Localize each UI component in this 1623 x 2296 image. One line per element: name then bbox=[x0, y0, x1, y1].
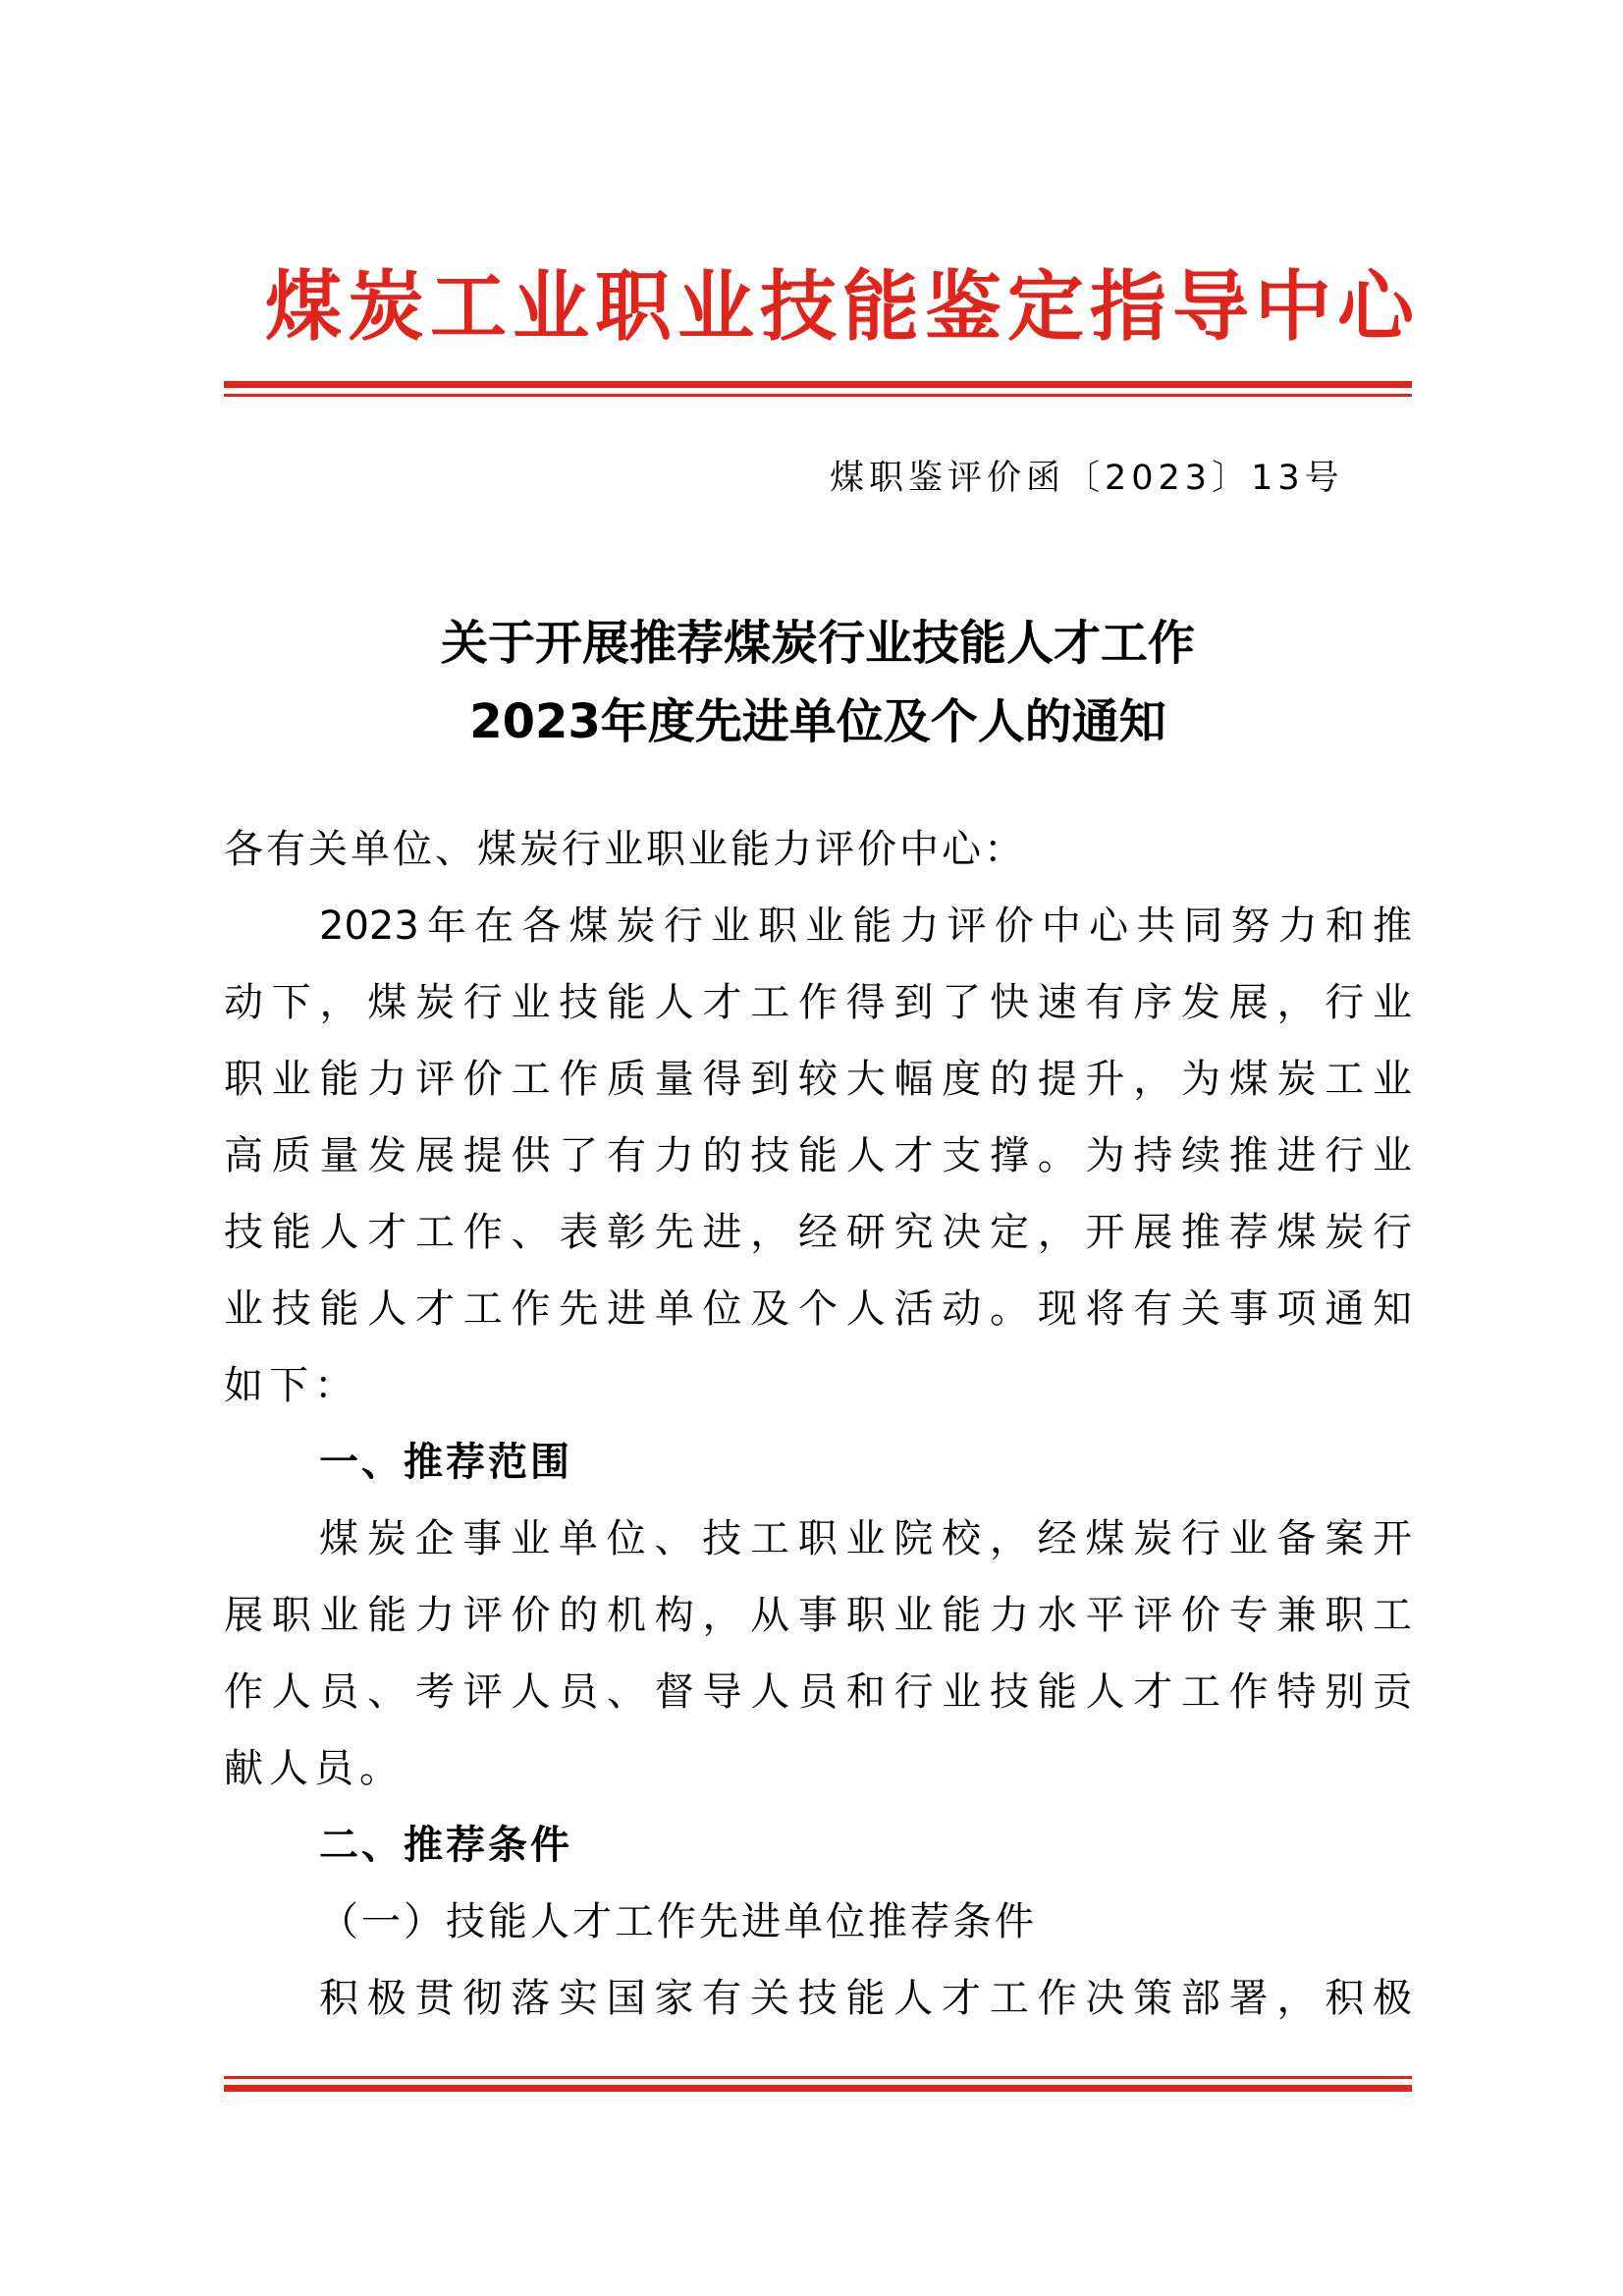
salutation: 各有关单位、煤炭行业职业能力评价中心： bbox=[224, 827, 1026, 872]
para2-line: 作人员、考评人员、督导人员和行业技能人才工作特别贡 bbox=[224, 1669, 1412, 1715]
footer-rule-thick bbox=[224, 2085, 1412, 2092]
notice-title-line1: 关于开展推荐煤炭行业技能人才工作 bbox=[440, 616, 1195, 671]
header-rule-thick bbox=[224, 381, 1412, 388]
para1-line: 技能人才工作、表彰先进，经研究决定，开展推荐煤炭行 bbox=[224, 1210, 1412, 1255]
para1-line: 动下，煤炭行业技能人才工作得到了快速有序发展，行业 bbox=[224, 980, 1412, 1025]
para2-line: 展职业能力评价的机构，从事职业能力水平评价专兼职工 bbox=[224, 1593, 1412, 1638]
para1-line: 高质量发展提供了有力的技能人才支撑。为持续推进行业 bbox=[224, 1133, 1412, 1178]
document-number: 煤职鉴评价函〔2023〕13号 bbox=[830, 459, 1344, 498]
para1-line: 2023年在各煤炭行业职业能力评价中心共同努力和推 bbox=[319, 903, 1412, 949]
para3-line: 积极贯彻落实国家有关技能人才工作决策部署，积极 bbox=[319, 1976, 1412, 2021]
section-heading-1: 一、推荐范围 bbox=[319, 1440, 572, 1485]
footer-rule-thin bbox=[224, 2076, 1412, 2079]
para1-line: 如下： bbox=[224, 1363, 359, 1408]
para1-line: 业技能人才工作先进单位及个人活动。现将有关事项通知 bbox=[224, 1286, 1412, 1332]
notice-title-line2: 2023年度先进单位及个人的通知 bbox=[469, 694, 1166, 749]
section-heading-2: 二、推荐条件 bbox=[319, 1823, 572, 1868]
para2-line: 献人员。 bbox=[224, 1746, 405, 1791]
subsection-heading-1: （一）技能人才工作先进单位推荐条件 bbox=[319, 1899, 1037, 1944]
para1-line: 职业能力评价工作质量得到较大幅度的提升，为煤炭工业 bbox=[224, 1057, 1412, 1102]
para2-line: 煤炭企事业单位、技工职业院校，经煤炭行业备案开 bbox=[319, 1516, 1412, 1561]
org-title: 煤炭工业职业技能鉴定指导中心 bbox=[265, 263, 1421, 352]
header-rule-thin bbox=[224, 394, 1412, 397]
